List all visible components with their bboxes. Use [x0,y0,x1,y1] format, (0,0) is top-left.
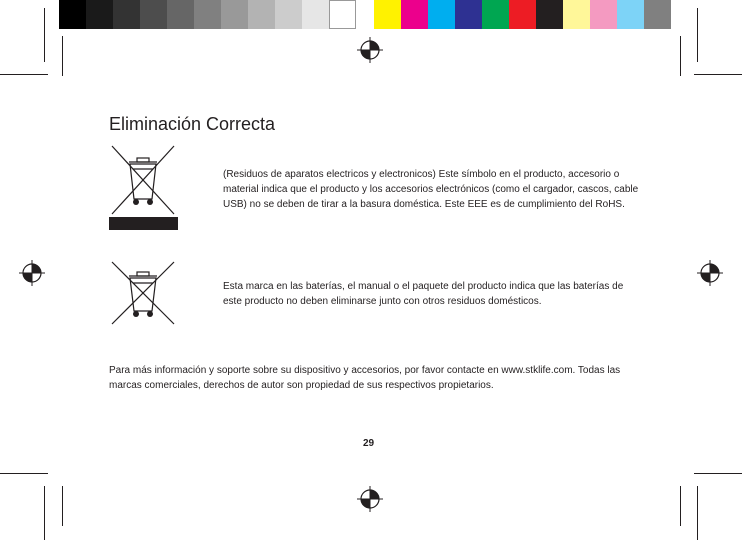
swatch-gray-60 [167,0,194,29]
crop-mark [680,486,681,526]
paragraph-line: (Residuos de aparatos electricos y electronicos) Este símbolo en el producto, accesorio o [223,169,620,180]
swatch-gray-40 [221,0,248,29]
crop-mark [62,486,63,526]
crossed-out-wheelie-bin-icon [109,143,177,217]
crop-mark [697,486,698,540]
section-weee-text [223,167,638,212]
weee-marking-bar [109,217,178,230]
paragraph-line: Para más información y soporte sobre su dispositivo y accesorios, por favor contacte en www.stklife.com. Todas las [109,365,621,376]
crop-mark [44,486,45,540]
swatch-gray-50 [194,0,221,29]
paragraph-line: marcas comerciales, derechos de autor son propiedad de sus respectivos propietarios. [109,380,494,391]
crop-mark [694,473,742,474]
page-number: 29 [363,438,375,449]
swatch-gray-30 [248,0,275,29]
swatch-rich-black [536,0,563,29]
paragraph-line: Esta marca en las baterías, el manual o el paquete del producto indica que las baterías de [223,281,624,292]
crop-mark [694,74,742,75]
swatch-yellow [374,0,401,29]
registration-mark-icon [357,37,383,63]
registration-mark-icon [697,260,723,286]
swatch-black [59,0,86,29]
swatch-gray-end [644,0,671,29]
swatch-gray-90 [86,0,113,29]
crop-mark [0,473,48,474]
swatch-cyan [428,0,455,29]
paragraph-line: este producto no deben eliminarse junto con otros residuos domésticos. [223,296,542,307]
crossed-out-wheelie-bin-icon [109,259,177,327]
swatch-light-magenta [590,0,617,29]
swatch-light-cyan [617,0,644,29]
swatch-green [482,0,509,29]
swatch-blue [455,0,482,29]
page-title: Eliminación Correcta [109,114,276,134]
swatch-light-yellow [563,0,590,29]
swatch-magenta [401,0,428,29]
crop-mark [62,36,63,76]
section-battery-text [223,279,623,309]
registration-mark-icon [357,486,383,512]
swatch-gray-10 [302,0,329,29]
crop-mark [0,74,48,75]
swatch-red [509,0,536,29]
swatch-gray-70 [140,0,167,29]
crop-mark [680,36,681,76]
crop-mark [697,8,698,62]
swatch-gray-20 [275,0,302,29]
paragraph-line: material indica que el producto y los accesorios electrónicos (como el cargador, cascos, cable [223,184,639,195]
swatch-gray-80 [113,0,140,29]
paragraph-line: USB) no se deben de tirar a la basura doméstica. Este EEE es de cumplimiento del RoHS. [223,199,625,210]
registration-mark-icon [19,260,45,286]
color-calibration-bar [59,0,742,29]
swatch-white [329,0,356,29]
crop-mark [44,8,45,62]
footer-text [109,363,620,393]
